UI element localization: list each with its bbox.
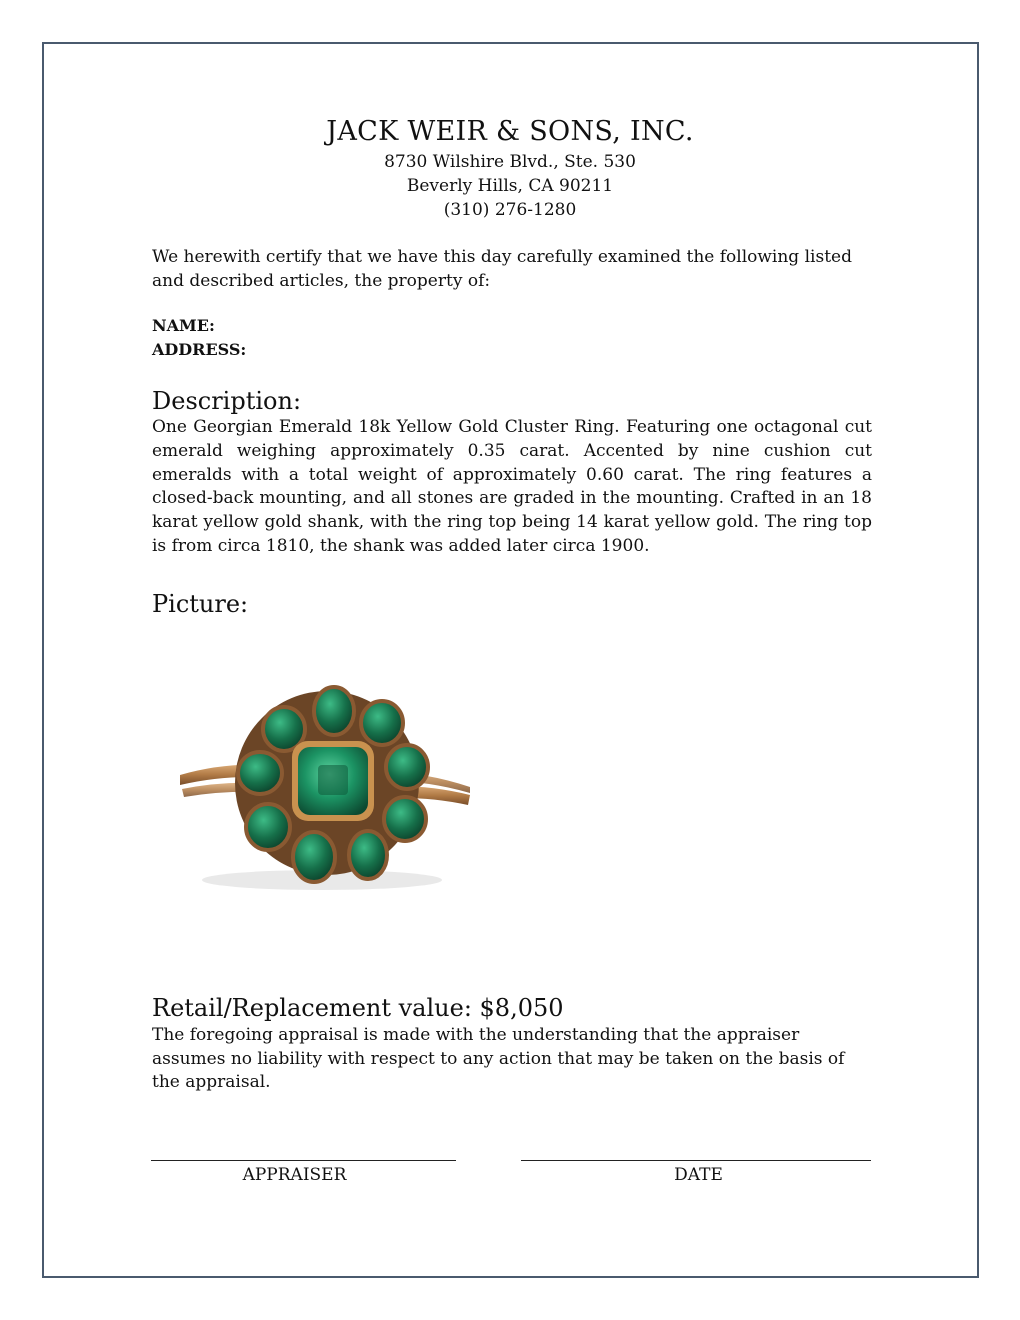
- company-address-line2: Beverly Hills, CA 90211: [406, 176, 614, 196]
- company-address-line1: 8730 Wilshire Blvd., Ste. 530: [384, 152, 636, 172]
- description-text: One Georgian Emerald 18k Yellow Gold Cluster Ring. Featuring one octagonal cut emerald weighing approximately 0.35 carat. Accented by nine cushion cut emeralds with a total weight of approximately 0.60 carat. The ring features a closed-back mounting, and all stones are graded in the mounting. Crafted in an 18 karat yellow gold shank, with the ring top being 14 karat yellow gold. The ring top is from circa 1810, the shank was added later circa 1900.: [152, 417, 872, 556]
- certify-text: We herewith certify that we have this day carefully examined the following listed and described articles, the property of:: [152, 247, 852, 291]
- company-phone: (310) 276-1280: [443, 200, 577, 220]
- description-title: Description:: [152, 387, 302, 415]
- date-signature-line: [521, 1160, 871, 1161]
- picture-title: Picture:: [152, 590, 249, 618]
- name-label: NAME:: [152, 316, 215, 335]
- ring-photo: [172, 675, 477, 895]
- company-name: JACK WEIR & SONS, INC.: [326, 116, 694, 147]
- disclaimer-text: The foregoing appraisal is made with the understanding that the appraiser assumes no liability with respect to any action that may be taken on the basis of the appraisal.: [152, 1025, 845, 1092]
- address-label: ADDRESS:: [152, 340, 247, 359]
- retail-value: Retail/Replacement value: $8,050: [152, 994, 564, 1022]
- appraiser-signature-line: [151, 1160, 456, 1161]
- appraiser-label: APPRAISER: [242, 1165, 347, 1185]
- date-label: DATE: [674, 1165, 723, 1185]
